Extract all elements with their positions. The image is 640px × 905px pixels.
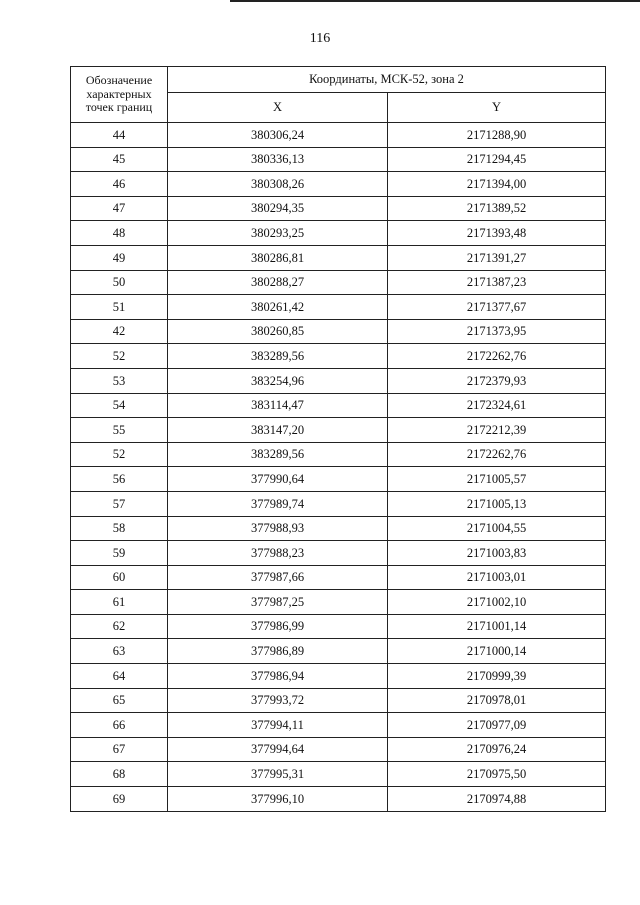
point-cell: 47 [71, 196, 168, 221]
x-coordinate-cell: 383254,96 [168, 368, 388, 393]
point-cell: 48 [71, 221, 168, 246]
y-coordinate-cell: 2171389,52 [388, 196, 606, 221]
y-coordinate-cell: 2171394,00 [388, 172, 606, 197]
table-row [71, 196, 606, 221]
point-cell: 63 [71, 639, 168, 664]
table-row [71, 467, 606, 492]
table-row [71, 541, 606, 566]
table-row [71, 762, 606, 787]
y-coordinate-cell: 2171294,45 [388, 147, 606, 172]
point-cell: 57 [71, 491, 168, 516]
point-cell: 46 [71, 172, 168, 197]
x-coordinate-cell: 377994,64 [168, 737, 388, 762]
page-number: 116 [309, 31, 331, 46]
x-coordinate-cell: 377996,10 [168, 787, 388, 812]
x-coordinate-cell: 377987,25 [168, 590, 388, 615]
y-coordinate-cell: 2172212,39 [388, 418, 606, 443]
y-coordinate-cell: 2171377,67 [388, 295, 606, 320]
table-row [71, 713, 606, 738]
point-cell: 53 [71, 368, 168, 393]
table-body [71, 123, 606, 812]
x-coordinate-cell: 380308,26 [168, 172, 388, 197]
table-row [71, 491, 606, 516]
x-coordinate-cell: 377988,93 [168, 516, 388, 541]
x-coordinate-cell: 380288,27 [168, 270, 388, 295]
x-coordinate-cell: 377994,11 [168, 713, 388, 738]
point-cell: 69 [71, 787, 168, 812]
table-row [71, 295, 606, 320]
point-cell: 59 [71, 541, 168, 566]
table-row [71, 172, 606, 197]
point-header-line: характерных [86, 86, 152, 101]
y-coordinate-cell: 2171000,14 [388, 639, 606, 664]
point-cell: 44 [71, 123, 168, 148]
y-coordinate-cell: 2172262,76 [388, 344, 606, 369]
table-row [71, 664, 606, 689]
point-cell: 42 [71, 319, 168, 344]
x-coordinate-cell: 383114,47 [168, 393, 388, 418]
table-row [71, 123, 606, 148]
table-row [71, 688, 606, 713]
point-cell: 52 [71, 344, 168, 369]
table-row [71, 319, 606, 344]
y-coordinate-cell: 2171004,55 [388, 516, 606, 541]
coordinates-header: Координаты, МСК-52, зона 2 [168, 67, 606, 93]
y-coordinate-cell: 2171387,23 [388, 270, 606, 295]
top-rule [230, 0, 640, 2]
point-cell: 61 [71, 590, 168, 615]
x-coordinate-cell: 383147,20 [168, 418, 388, 443]
table-row [71, 245, 606, 270]
x-coordinate-cell: 380336,13 [168, 147, 388, 172]
x-coordinate-cell: 377988,23 [168, 541, 388, 566]
point-cell: 65 [71, 688, 168, 713]
point-cell: 49 [71, 245, 168, 270]
point-cell: 67 [71, 737, 168, 762]
point-cell: 52 [71, 442, 168, 467]
y-coordinate-cell: 2171002,10 [388, 590, 606, 615]
point-header-line: Обозначение [85, 72, 153, 87]
table-row [71, 787, 606, 812]
table-row [71, 221, 606, 246]
table-row [71, 639, 606, 664]
y-coordinate-cell: 2172324,61 [388, 393, 606, 418]
table-row [71, 393, 606, 418]
point-cell: 45 [71, 147, 168, 172]
table-row [71, 368, 606, 393]
x-coordinate-cell: 380260,85 [168, 319, 388, 344]
y-coordinate-cell: 2171373,95 [388, 319, 606, 344]
y-coordinate-cell: 2170974,88 [388, 787, 606, 812]
x-coordinate-cell: 383289,56 [168, 442, 388, 467]
y-coordinate-cell: 2171005,13 [388, 491, 606, 516]
y-coordinate-cell: 2172262,76 [388, 442, 606, 467]
point-header-line: точек границ [85, 100, 153, 115]
y-coordinate-cell: 2172379,93 [388, 368, 606, 393]
y-coordinate-cell: 2170999,39 [388, 664, 606, 689]
y-coordinate-cell: 2171393,48 [388, 221, 606, 246]
coordinates-table [70, 66, 606, 812]
x-coordinate-cell: 380294,35 [168, 196, 388, 221]
x-coordinate-cell: 383289,56 [168, 344, 388, 369]
point-cell: 55 [71, 418, 168, 443]
x-coordinate-cell: 377987,66 [168, 565, 388, 590]
y-coordinate-cell: 2171391,27 [388, 245, 606, 270]
x-coordinate-cell: 377986,99 [168, 614, 388, 639]
y-coordinate-cell: 2170978,01 [388, 688, 606, 713]
y-coordinate-cell: 2171003,01 [388, 565, 606, 590]
point-cell: 60 [71, 565, 168, 590]
x-column-header: X [168, 93, 388, 123]
point-cell: 62 [71, 614, 168, 639]
x-coordinate-cell: 377993,72 [168, 688, 388, 713]
point-cell: 51 [71, 295, 168, 320]
table-row [71, 442, 606, 467]
table-row [71, 565, 606, 590]
table-row [71, 590, 606, 615]
x-coordinate-cell: 380293,25 [168, 221, 388, 246]
point-cell: 56 [71, 467, 168, 492]
x-coordinate-cell: 380261,42 [168, 295, 388, 320]
table-row [71, 418, 606, 443]
y-coordinate-cell: 2171001,14 [388, 614, 606, 639]
point-cell: 68 [71, 762, 168, 787]
point-cell: 54 [71, 393, 168, 418]
point-column-header [71, 67, 168, 123]
table-row [71, 737, 606, 762]
x-coordinate-cell: 380286,81 [168, 245, 388, 270]
y-coordinate-cell: 2170976,24 [388, 737, 606, 762]
y-coordinate-cell: 2170977,09 [388, 713, 606, 738]
table-row [71, 516, 606, 541]
x-coordinate-cell: 377990,64 [168, 467, 388, 492]
x-coordinate-cell: 377986,89 [168, 639, 388, 664]
x-coordinate-cell: 377995,31 [168, 762, 388, 787]
table-row [71, 270, 606, 295]
point-cell: 64 [71, 664, 168, 689]
table-row [71, 614, 606, 639]
point-cell: 58 [71, 516, 168, 541]
point-cell: 66 [71, 713, 168, 738]
y-column-header: Y [388, 93, 606, 123]
y-coordinate-cell: 2171288,90 [388, 123, 606, 148]
y-coordinate-cell: 2171003,83 [388, 541, 606, 566]
y-coordinate-cell: 2170975,50 [388, 762, 606, 787]
table-row [71, 344, 606, 369]
x-coordinate-cell: 380306,24 [168, 123, 388, 148]
x-coordinate-cell: 377989,74 [168, 491, 388, 516]
x-coordinate-cell: 377986,94 [168, 664, 388, 689]
table-row [71, 147, 606, 172]
point-cell: 50 [71, 270, 168, 295]
y-coordinate-cell: 2171005,57 [388, 467, 606, 492]
